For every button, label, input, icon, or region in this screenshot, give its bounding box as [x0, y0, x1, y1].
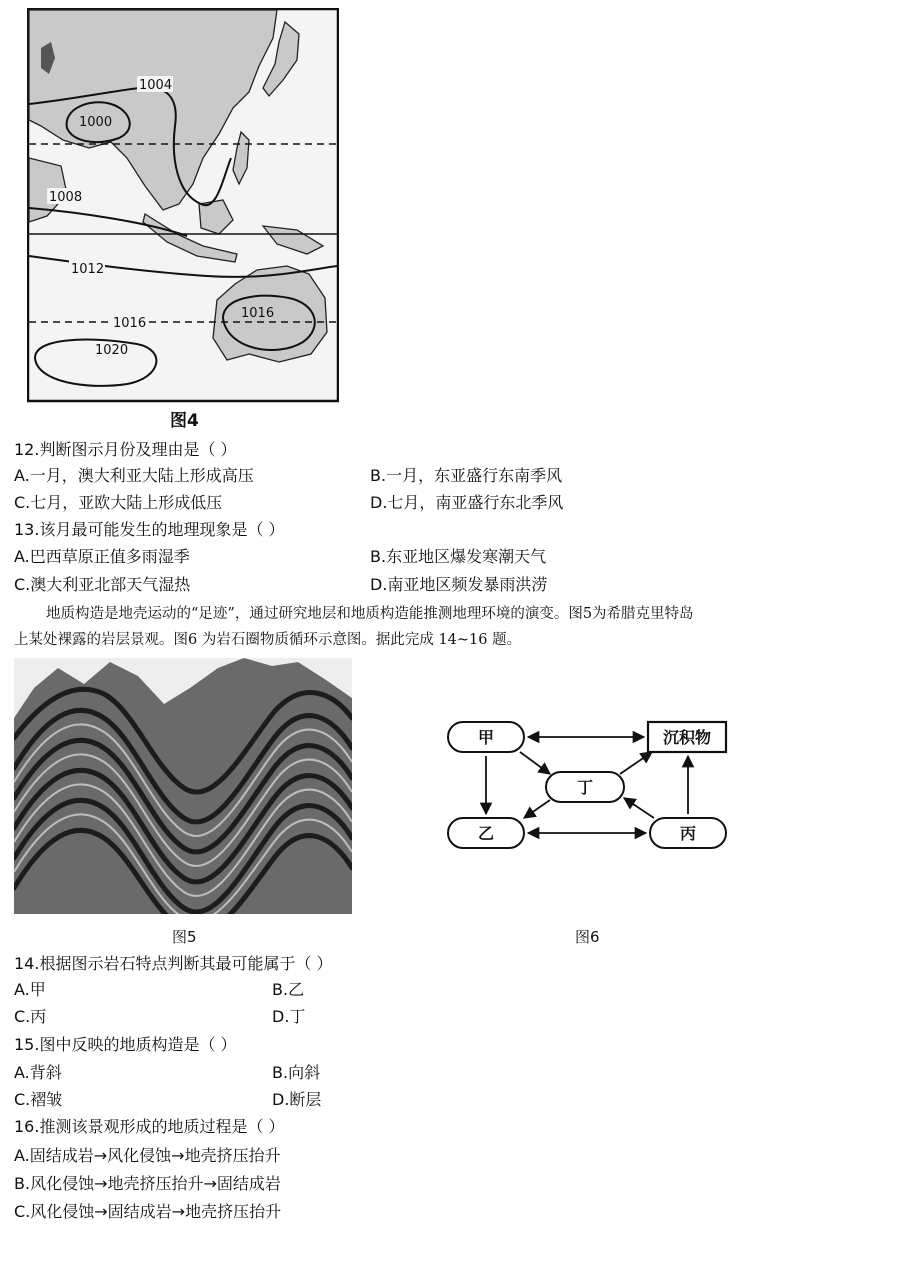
- node-bing-label: 丙: [679, 824, 697, 843]
- q14-option-b[interactable]: B.乙: [272, 980, 305, 999]
- q15-stem: 15.图中反映的地质构造是（ ）: [14, 1035, 237, 1054]
- q12-option-b[interactable]: B.一月，东亚盛行东南季风: [370, 466, 563, 485]
- q14-option-d[interactable]: D.丁: [272, 1007, 306, 1026]
- passage-line-1: 地质构造是地壳运动的“足迹”，通过研究地层和地质构造能推测地理环境的演变。图5为希腊克里特岛: [46, 606, 694, 622]
- arrow-ding-yi: [524, 800, 550, 818]
- isobar-label: 1008: [49, 190, 83, 205]
- isobar-label: 1004: [139, 78, 173, 93]
- node-sediment-label: 沉积物: [662, 728, 712, 747]
- q15-option-a[interactable]: A.背斜: [14, 1063, 62, 1082]
- q15-option-b[interactable]: B.向斜: [272, 1063, 321, 1082]
- q12-option-a[interactable]: A.一月，澳大利亚大陆上形成高压: [14, 466, 254, 485]
- q15-option-d[interactable]: D.断层: [272, 1090, 322, 1109]
- passage-line-2: 上某处裸露的岩层景观。图6 为岩石圈物质循环示意图。据此完成 14~16 题。: [14, 632, 522, 648]
- q13-stem: 13.该月最可能发生的地理现象是（ ）: [14, 520, 285, 539]
- q12-option-c[interactable]: C.七月，亚欧大陆上形成低压: [14, 493, 223, 512]
- q13-option-b[interactable]: B.东亚地区爆发寒潮天气: [370, 547, 547, 566]
- q14-option-c[interactable]: C.丙: [14, 1007, 47, 1026]
- arrow-bing-ding: [624, 798, 654, 818]
- figure-5-caption: 图5: [172, 928, 197, 946]
- q13-option-c[interactable]: C.澳大利亚北部天气湿热: [14, 575, 191, 594]
- q12-stem: 12.判断图示月份及理由是（ ）: [14, 440, 237, 459]
- q16-option-c[interactable]: C.风化侵蚀→固结成岩→地壳挤压抬升: [14, 1202, 282, 1221]
- q15-option-c[interactable]: C.褶皱: [14, 1090, 63, 1109]
- arrow-ding-sediment: [620, 752, 652, 774]
- q16-stem: 16.推测该景观形成的地质过程是（ ）: [14, 1117, 285, 1136]
- q14-option-a[interactable]: A.甲: [14, 980, 46, 999]
- isobar-label: 1000: [79, 115, 113, 130]
- isobar-label: 1012: [71, 262, 105, 277]
- q16-option-b[interactable]: B.风化侵蚀→地壳挤压抬升→固结成岩: [14, 1174, 281, 1193]
- isobar-label: 1016: [113, 316, 147, 331]
- isobar-label: 1020: [95, 343, 129, 358]
- figure-4-map: [27, 8, 339, 404]
- arrow-jia-ding: [520, 752, 550, 774]
- node-jia-label: 甲: [477, 728, 495, 747]
- figure-6-diagram: [440, 712, 740, 862]
- figure-5-photo: [14, 658, 352, 914]
- node-ding-label: 丁: [576, 778, 594, 797]
- q12-option-d[interactable]: D.七月，南亚盛行东北季风: [370, 493, 564, 512]
- q16-option-a[interactable]: A.固结成岩→风化侵蚀→地壳挤压抬升: [14, 1146, 281, 1165]
- node-yi-label: 乙: [477, 824, 495, 843]
- figure-6-caption: 图6: [575, 928, 600, 946]
- isobar-label: 1016: [241, 306, 275, 321]
- figure-4-caption: 图4: [170, 411, 199, 431]
- q13-option-d[interactable]: D.南亚地区频发暴雨洪涝: [370, 575, 548, 594]
- q13-option-a[interactable]: A.巴西草原正值多雨湿季: [14, 547, 190, 566]
- q14-stem: 14.根据图示岩石特点判断其最可能属于（ ）: [14, 954, 333, 973]
